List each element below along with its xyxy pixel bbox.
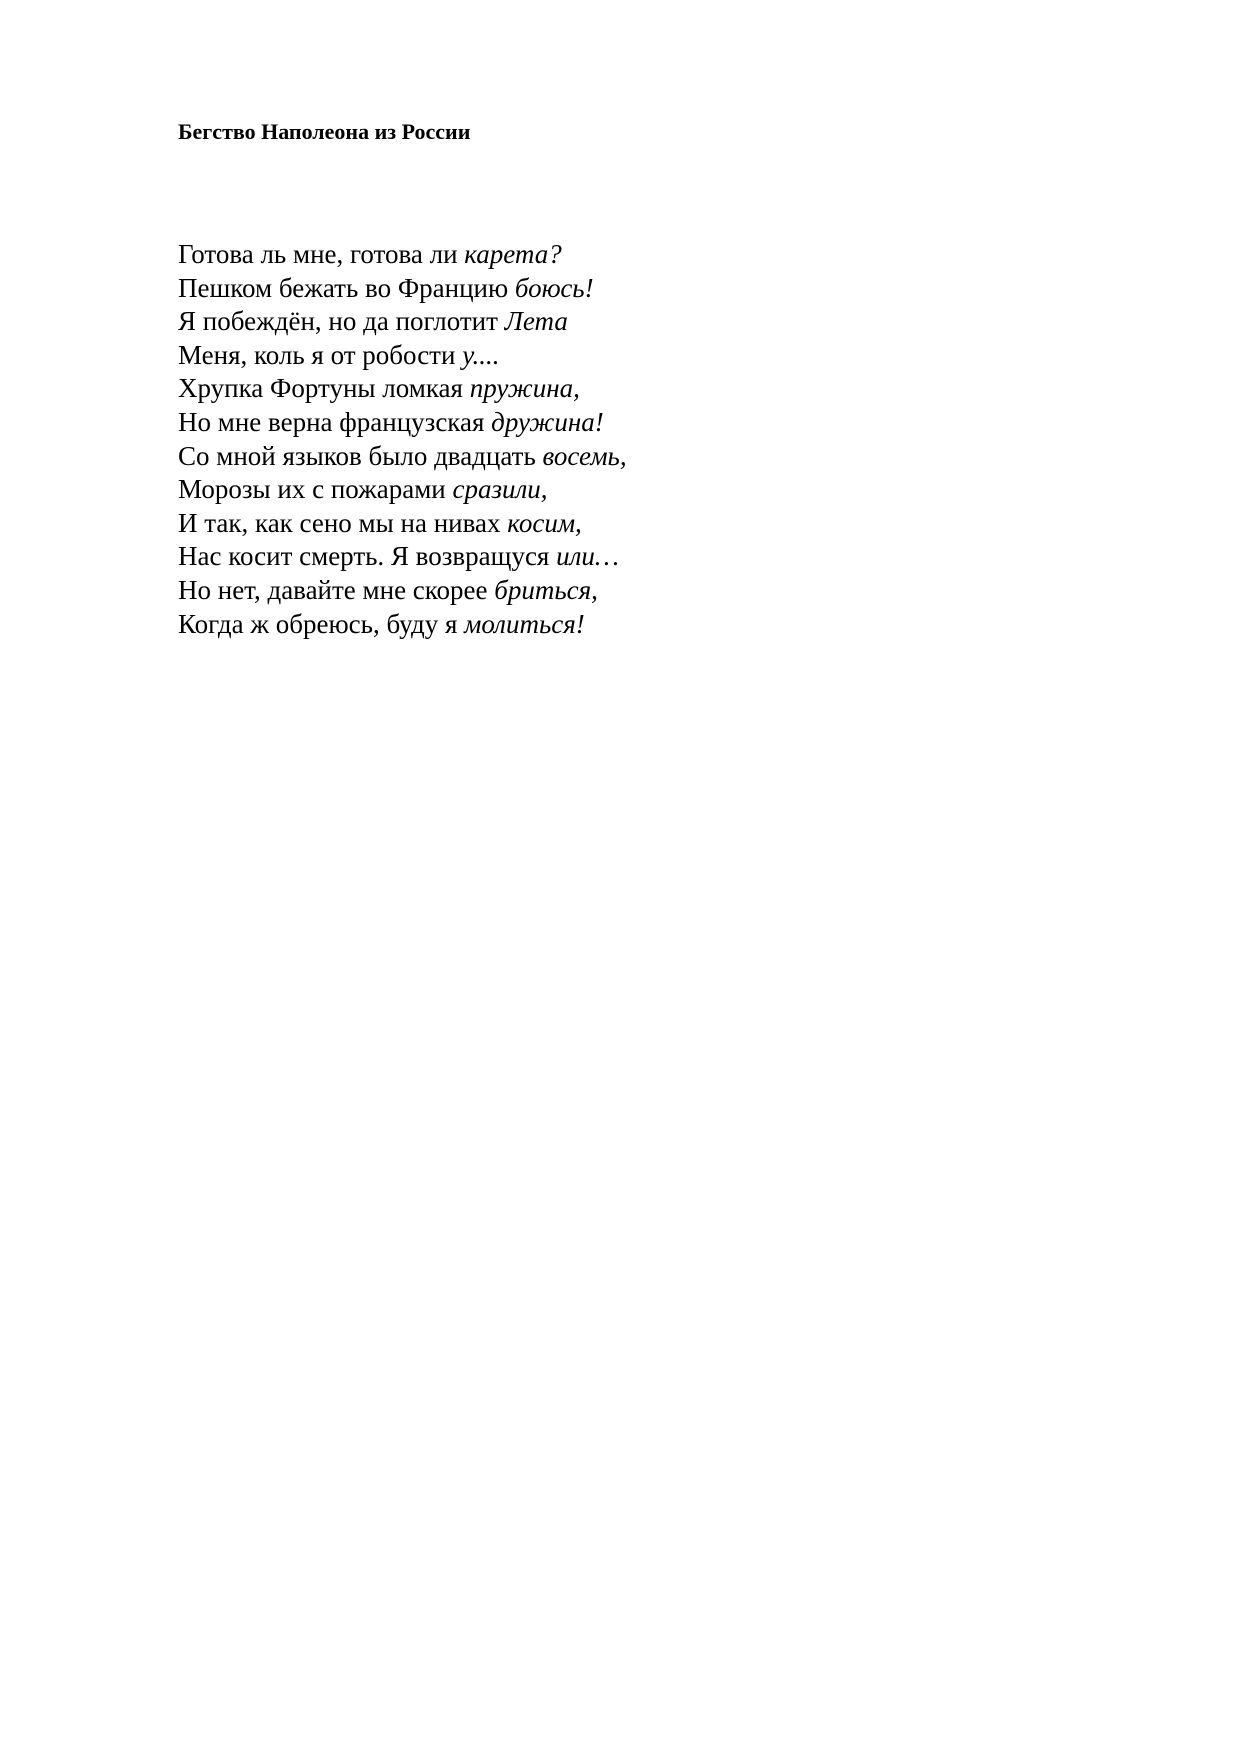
line-text: Нас косит смерть. Я возвращуся (178, 541, 557, 572)
poem-line (178, 473, 627, 507)
line-text: Морозы их с пожарами (178, 474, 453, 505)
line-text: Пешком бежать во Францию (178, 272, 515, 303)
poem-line (178, 406, 627, 440)
rhyme-word: бриться, (494, 574, 598, 605)
poem-line (178, 238, 627, 272)
line-text: Готова ль мне, готова ли (178, 239, 465, 269)
rhyme-word: дружина! (491, 406, 604, 437)
rhyme-word: боюсь! (514, 272, 594, 303)
rhyme-word: сразили, (452, 474, 548, 505)
poem-line (178, 608, 627, 642)
poem-line (178, 574, 627, 608)
line-text: Но мне верна французская (178, 406, 492, 437)
poem-line (178, 339, 627, 373)
rhyme-word: восемь, (542, 440, 627, 471)
rhyme-word: Лета (504, 306, 568, 337)
rhyme-word: молиться! (464, 608, 585, 639)
line-text: Я побеждён, но да поглотит (178, 306, 505, 337)
rhyme-word: пружина, (469, 373, 580, 404)
poem-line (178, 540, 627, 574)
poem-line (178, 372, 627, 406)
poem-line (178, 507, 627, 541)
line-text: Со мной языков было двадцать (178, 440, 543, 471)
line-text: Когда ж обреюсь, буду я (178, 608, 465, 639)
rhyme-word: у.... (462, 339, 500, 370)
line-text: Хрупка Фортуны ломкая (178, 373, 470, 404)
rhyme-word: карета? (464, 239, 562, 269)
rhyme-word: или… (556, 541, 619, 572)
rhyme-word: косим, (507, 507, 582, 538)
poem-title: Бегство Наполеона из России (178, 119, 471, 144)
line-text: Меня, коль я от робости (178, 339, 463, 370)
line-text: И так, как сено мы на нивах (178, 507, 508, 538)
poem-line (178, 305, 627, 339)
poem-body (178, 238, 627, 641)
poem-line (178, 272, 627, 306)
line-text: Но нет, давайте мне скорее (178, 574, 495, 605)
poem-line (178, 440, 627, 474)
